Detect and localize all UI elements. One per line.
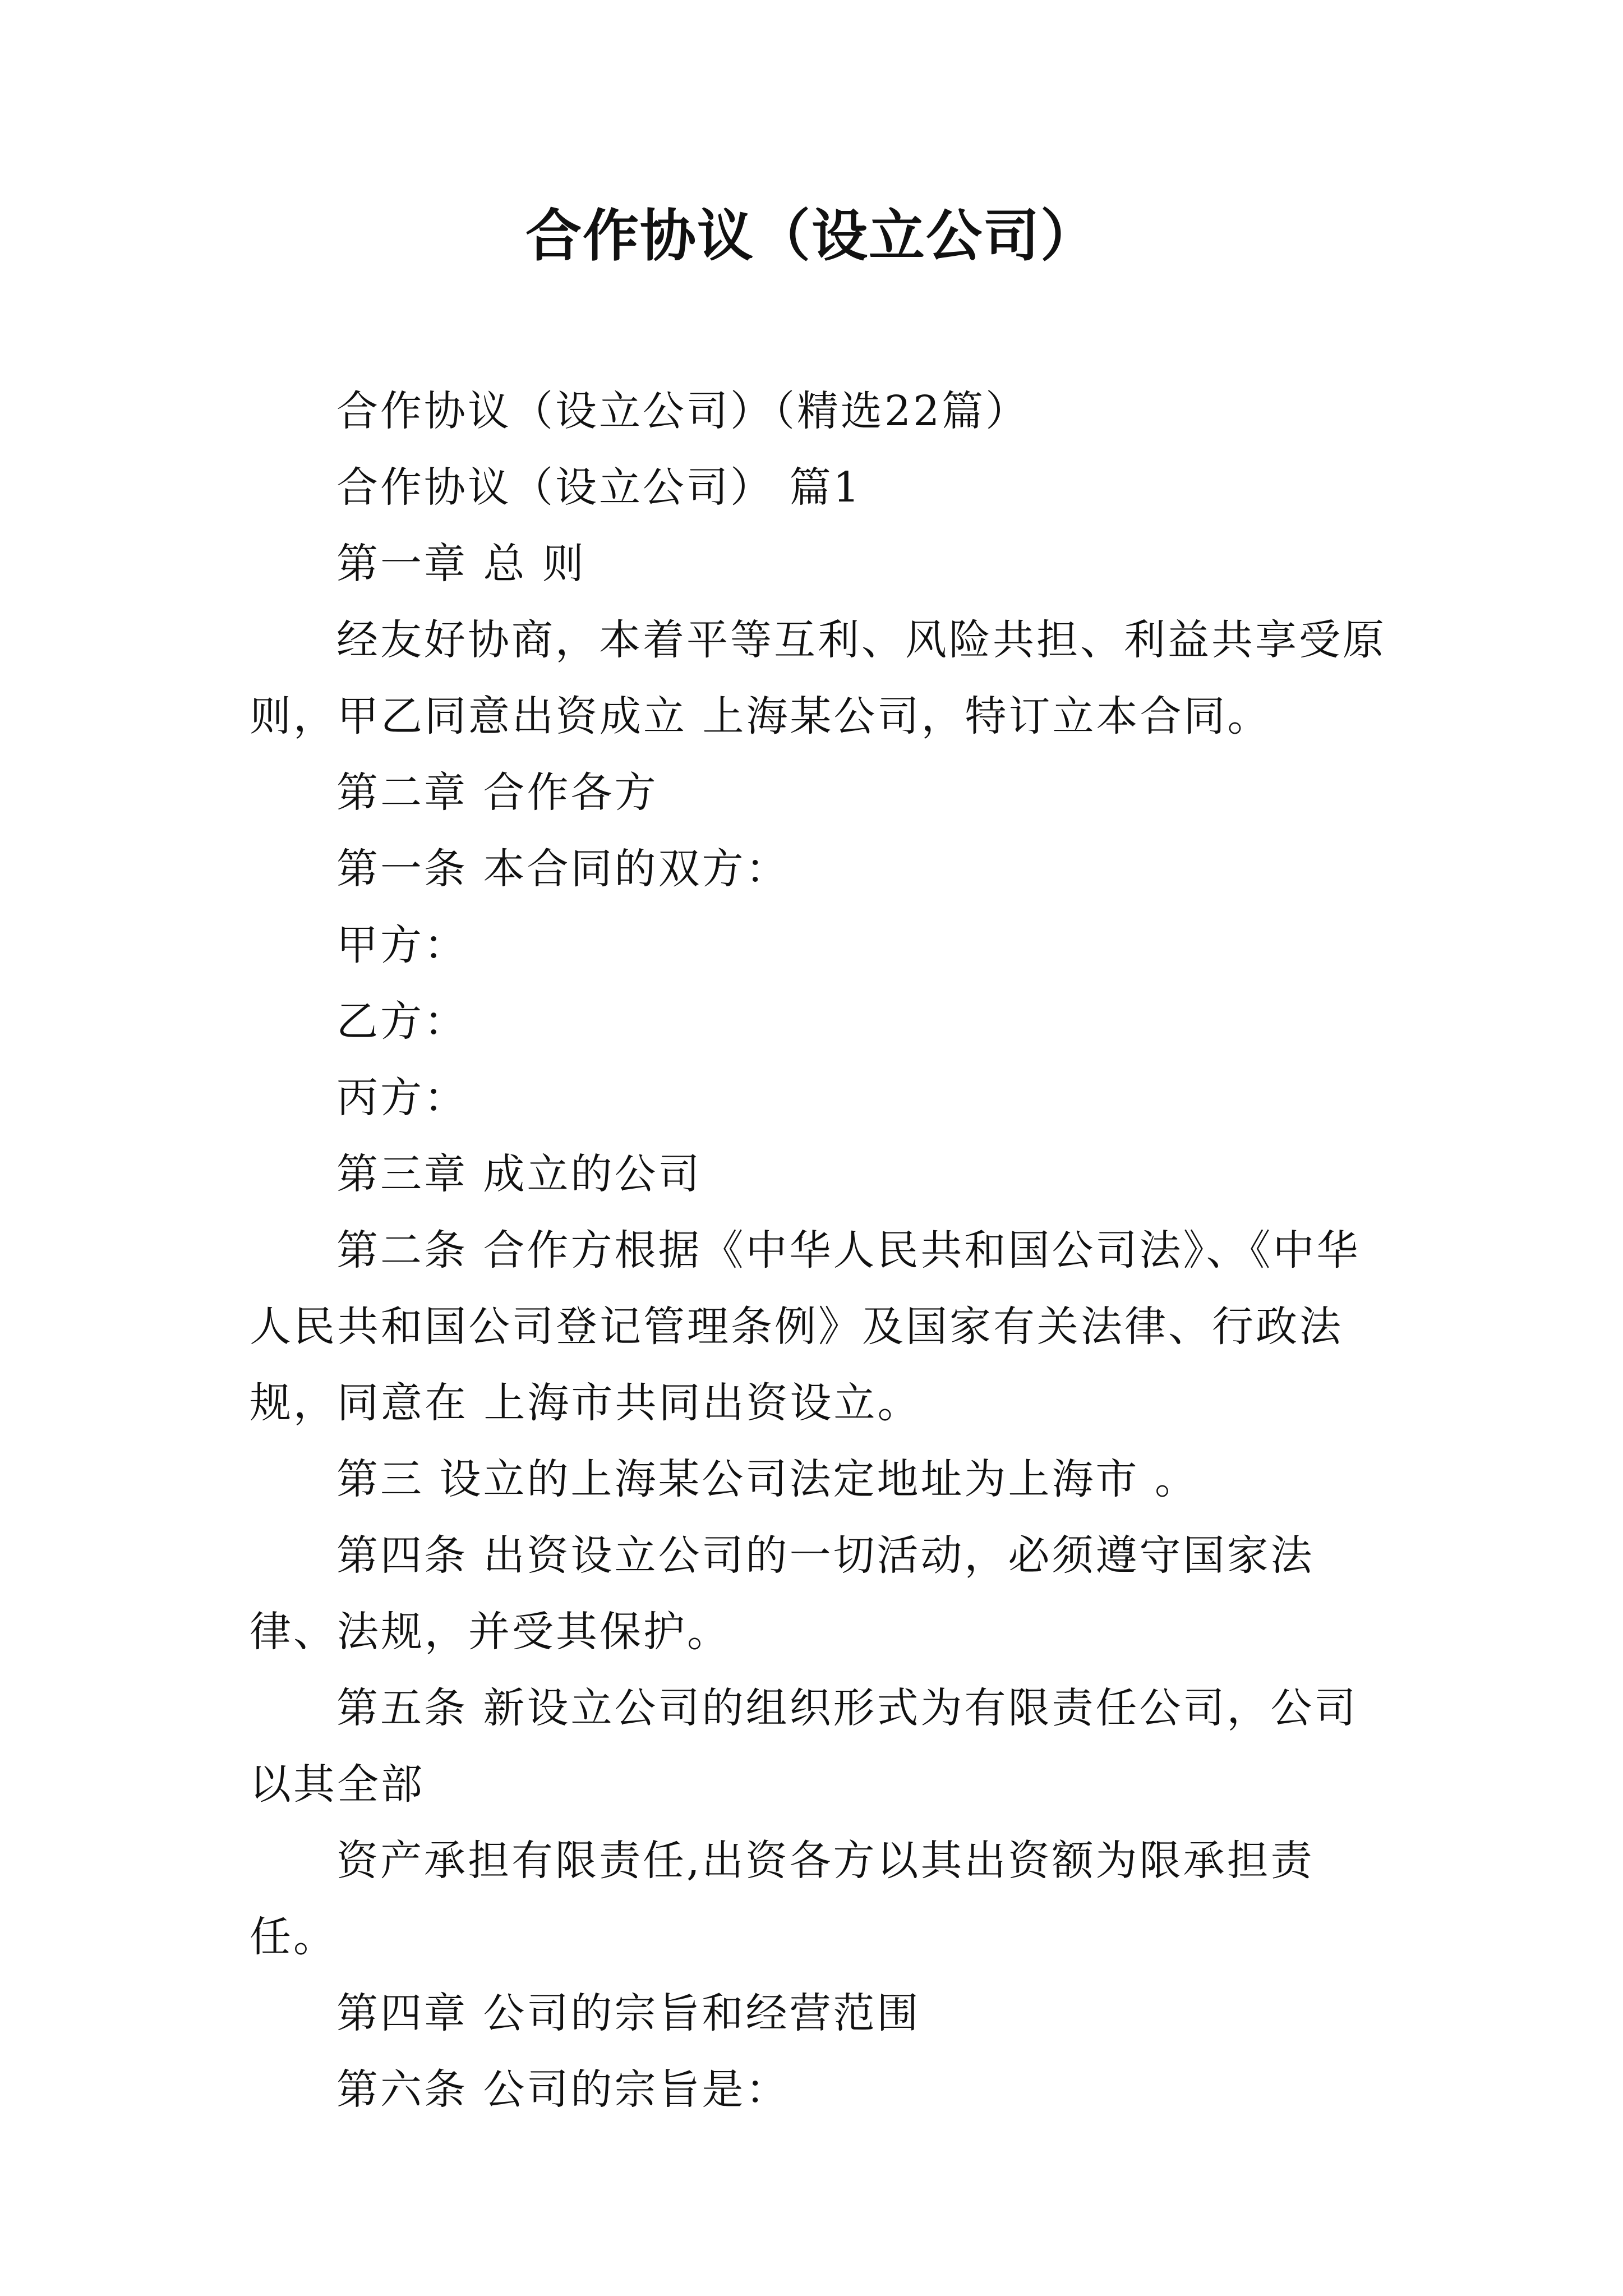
- paragraph-4: 经友好协商，本着平等互利、风险共担、利益共享受原则，甲乙同意出资成立 上海某公司，特订立本合同。: [250, 616, 1386, 740]
- paragraph-8: 乙方：: [336, 997, 468, 1046]
- paragraph-1: 合作协议（设立公司）（精选22篇）: [336, 387, 1030, 435]
- paragraph-12: 第三 设立的上海某公司法定地址为上海市 。: [336, 1455, 1199, 1503]
- paragraph-17: 第六条 公司的宗旨是：: [336, 2065, 790, 2114]
- paragraph-3: 第一章 总 则: [336, 540, 587, 588]
- paragraph-7: 甲方：: [336, 921, 468, 969]
- paragraph-10: 第三章 成立的公司: [336, 1150, 702, 1198]
- paragraph-13: 第四条 出资设立公司的一切活动，必须遵守国家法律、法规，并受其保护。: [250, 1531, 1315, 1656]
- paragraph-9: 丙方：: [336, 1074, 468, 1122]
- paragraph-5: 第二章 合作各方: [336, 769, 658, 817]
- paragraph-6: 第一条 本合同的双方：: [336, 845, 790, 893]
- document-body: [250, 373, 1394, 2128]
- paragraph-15: 资产承担有限责任,出资各方以其出资额为限承担责任。: [250, 1837, 1315, 1961]
- paragraph-14: 第五条 新设立公司的组织形式为有限责任公司，公司以其全部: [250, 1684, 1358, 1809]
- paragraph-16: 第四章 公司的宗旨和经营范围: [336, 1989, 921, 2037]
- paragraph-2: 合作协议（设立公司） 篇1: [336, 463, 862, 512]
- document-title: 合作协议（设立公司）: [525, 203, 1098, 269]
- paragraph-11: 第二条 合作方根据《中华人民共和国公司法》、《中华人民共和国公司登记管理条例》及国家有关法律、行政法规，同意在 上海市共同出资设立。: [250, 1226, 1361, 1427]
